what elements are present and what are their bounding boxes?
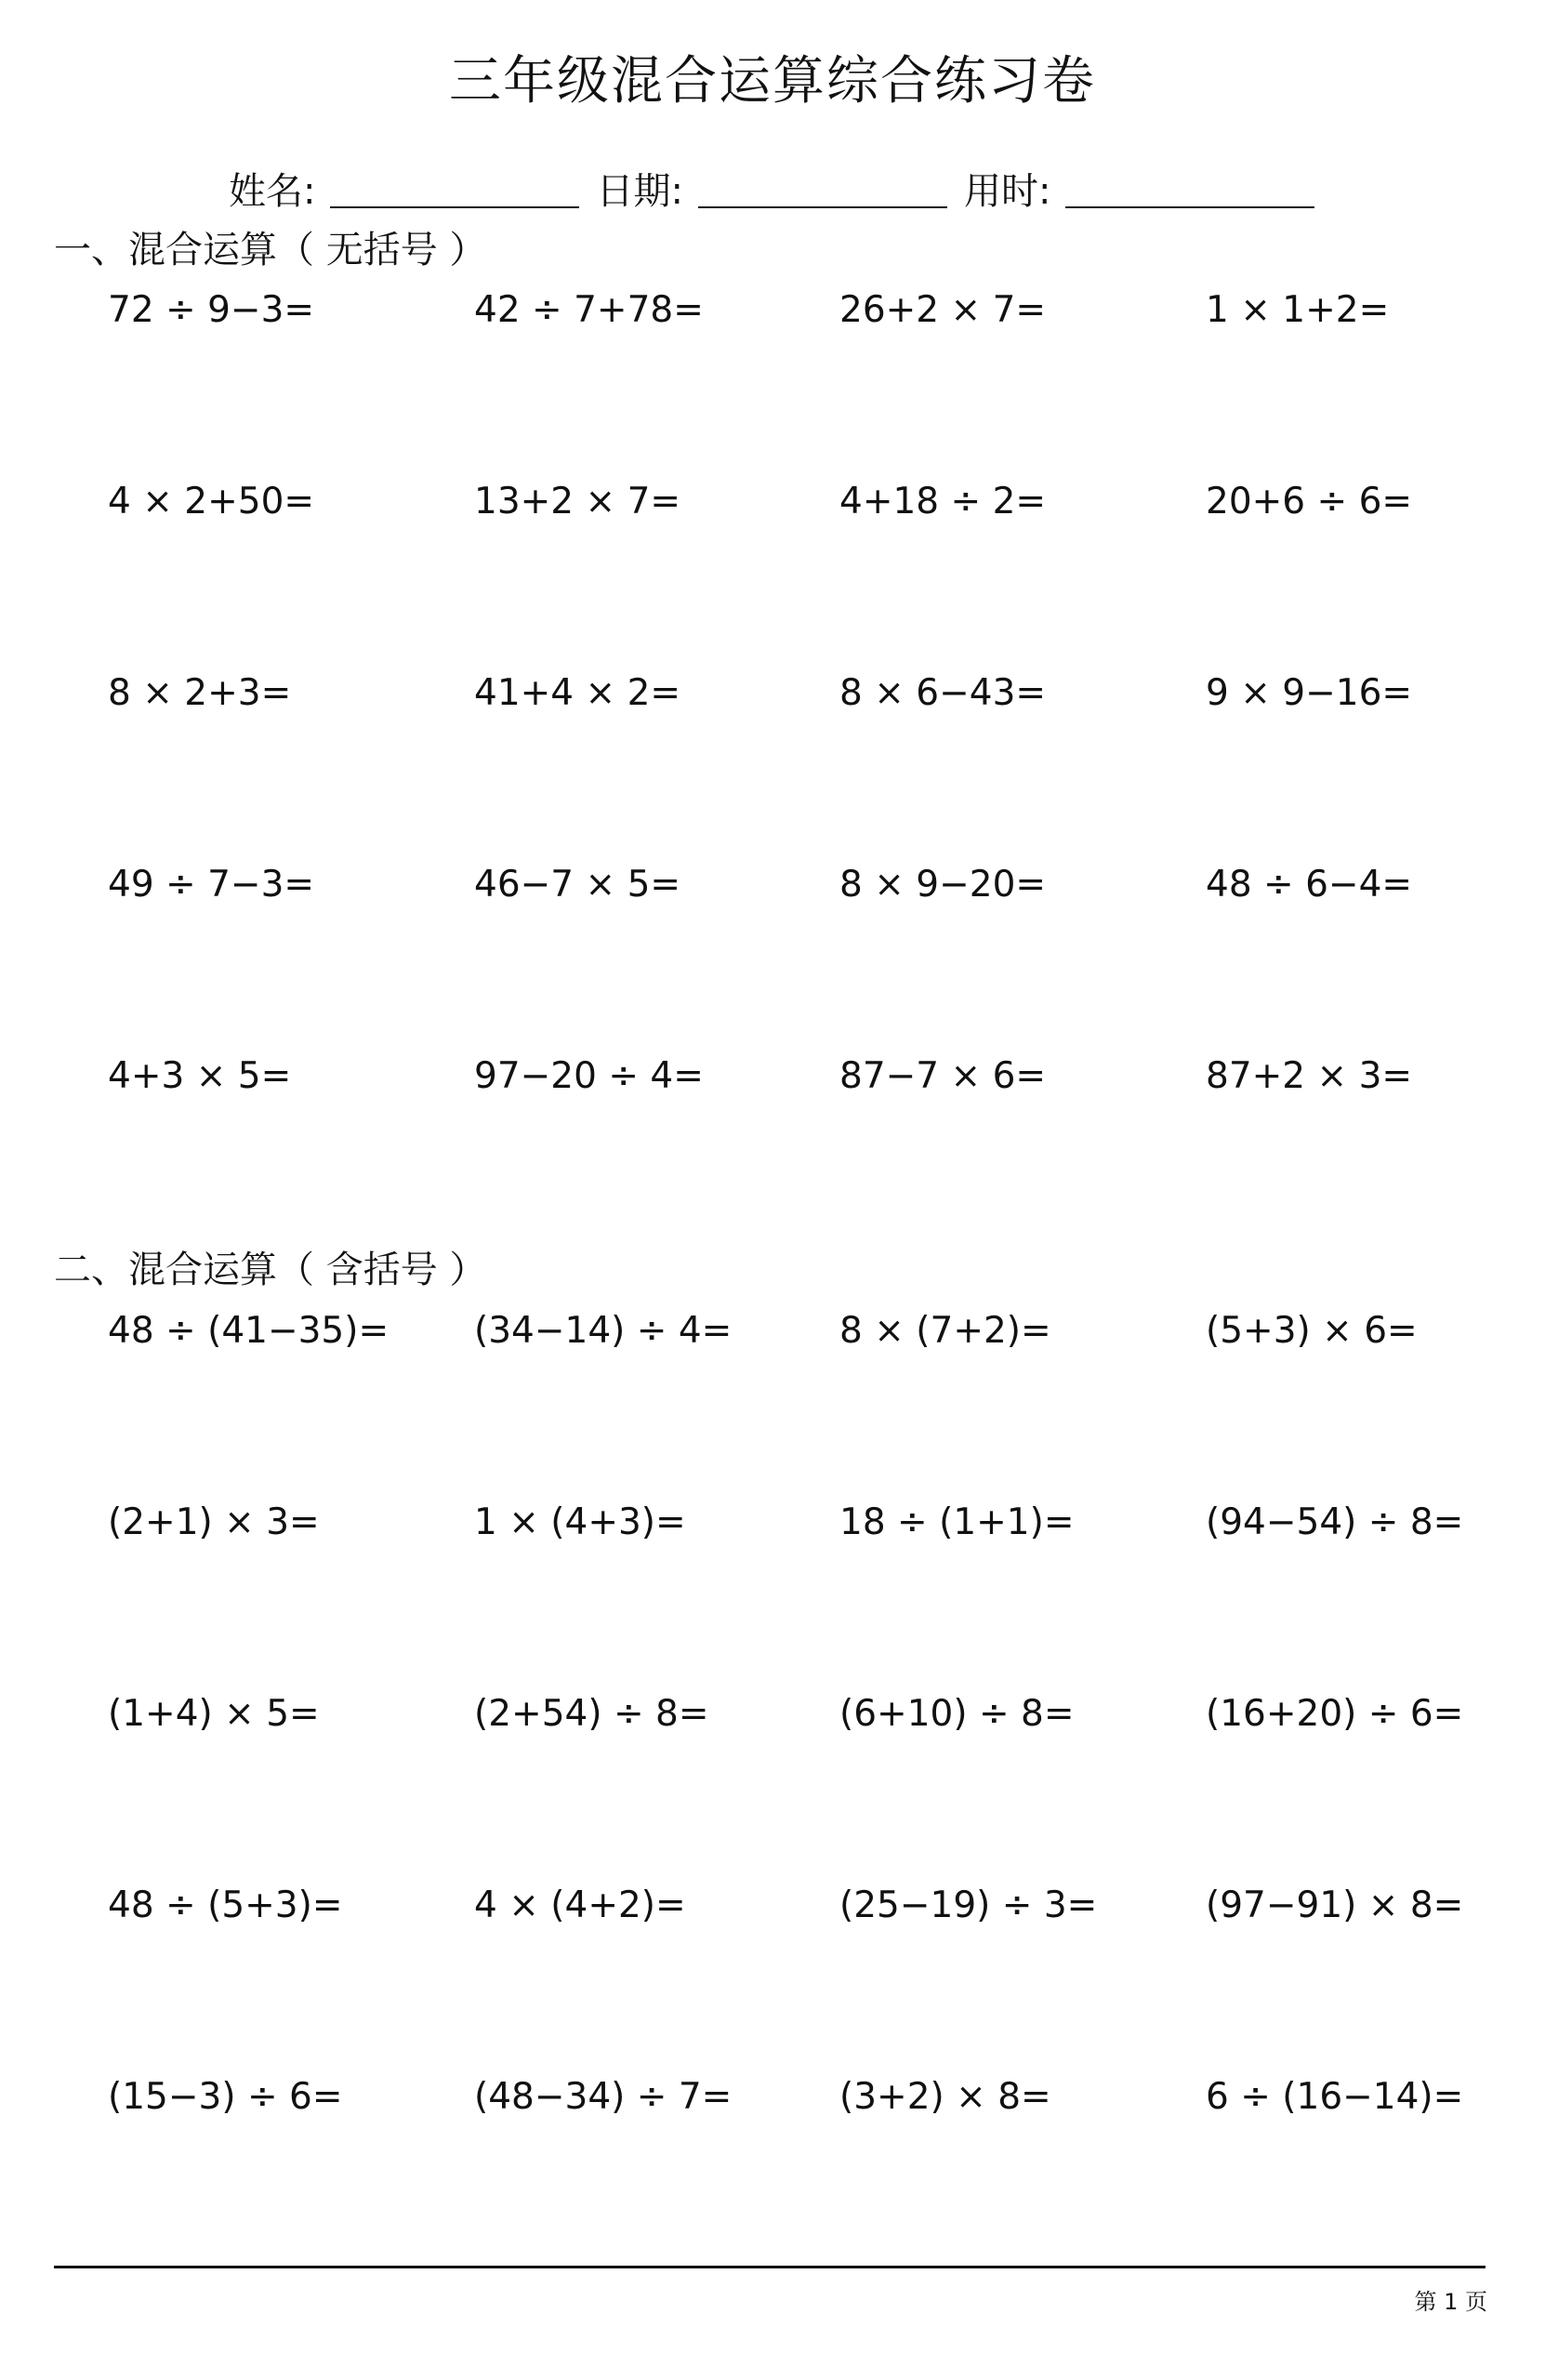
math-problem: (94−54) ÷ 8= [1206,1501,1464,1543]
math-problem: 8 × (7+2)= [839,1310,1051,1352]
problem-row [0,1305,1545,1357]
date-label: 日期: [596,170,683,213]
math-problem: 41+4 × 2= [474,672,681,714]
math-problem: 8 × 2+3= [108,672,292,714]
time-used-blank-line[interactable] [1065,206,1314,208]
student-info-row [229,160,1331,216]
problem-row [0,668,1545,720]
math-problem: 48 ÷ 6−4= [1206,864,1413,906]
problem-row [0,1497,1545,1549]
math-problem: 4 × 2+50= [108,481,315,522]
math-problem: 1 × 1+2= [1206,289,1390,331]
math-problem: (15−3) ÷ 6= [108,2076,343,2118]
math-problem: 97−20 ÷ 4= [474,1055,704,1097]
math-problem: 87+2 × 3= [1206,1055,1413,1097]
math-problem: 20+6 ÷ 6= [1206,481,1413,522]
math-problem: 4+18 ÷ 2= [839,481,1047,522]
page-number: 第 1 页 [1414,2289,1487,2315]
math-problem: (97−91) × 8= [1206,1884,1464,1926]
problem-row [0,1880,1545,1932]
math-problem: 18 ÷ (1+1)= [839,1501,1075,1543]
math-problem: 48 ÷ (5+3)= [108,1884,343,1926]
math-problem: 1 × (4+3)= [474,1501,686,1543]
problem-row [0,1051,1545,1103]
math-problem: 87−7 × 6= [839,1055,1047,1097]
math-problem: 26+2 × 7= [839,289,1047,331]
math-problem: (2+54) ÷ 8= [474,1693,709,1735]
math-problem: 72 ÷ 9−3= [108,289,315,331]
name-blank-line[interactable] [330,206,579,208]
math-problem: (48−34) ÷ 7= [474,2076,733,2118]
math-problem: 6 ÷ (16−14)= [1206,2076,1464,2118]
math-problem: (2+1) × 3= [108,1501,320,1543]
name-field[interactable] [229,167,579,216]
math-problem: 49 ÷ 7−3= [108,864,315,906]
math-problem: (16+20) ÷ 6= [1206,1693,1464,1735]
date-blank-line[interactable] [698,206,947,208]
problem-row [0,284,1545,337]
math-problem: 8 × 9−20= [839,864,1047,906]
math-problem: 46−7 × 5= [474,864,681,906]
math-problem: (1+4) × 5= [108,1693,320,1735]
date-field[interactable] [596,167,946,216]
math-problem: 13+2 × 7= [474,481,681,522]
problem-row [0,476,1545,528]
time-used-field[interactable] [964,167,1314,216]
section-heading-with-parentheses: 二、混合运算（ 含括号 ） [54,1249,487,1291]
math-problem: 9 × 9−16= [1206,672,1413,714]
time-used-label: 用时: [963,170,1051,213]
math-problem: 8 × 6−43= [839,672,1047,714]
math-problem: (3+2) × 8= [839,2076,1051,2118]
math-problem: 4 × (4+2)= [474,1884,686,1926]
section-heading-no-parentheses: 一、混合运算（ 无括号 ） [54,229,487,271]
math-problem: 42 ÷ 7+78= [474,289,704,331]
problem-row [0,859,1545,911]
math-problem: (25−19) ÷ 3= [839,1884,1098,1926]
math-problem: 4+3 × 5= [108,1055,292,1097]
problem-row [0,1688,1545,1740]
page-title: 三年级混合运算综合练习卷 [449,51,1096,112]
math-problem: 48 ÷ (41−35)= [108,1310,390,1352]
footer-divider [54,2266,1486,2268]
name-label: 姓名: [229,170,316,213]
math-problem: (34−14) ÷ 4= [474,1310,733,1352]
math-problem: (6+10) ÷ 8= [839,1693,1075,1735]
math-problem: (5+3) × 6= [1206,1310,1418,1352]
problem-row [0,2071,1545,2123]
